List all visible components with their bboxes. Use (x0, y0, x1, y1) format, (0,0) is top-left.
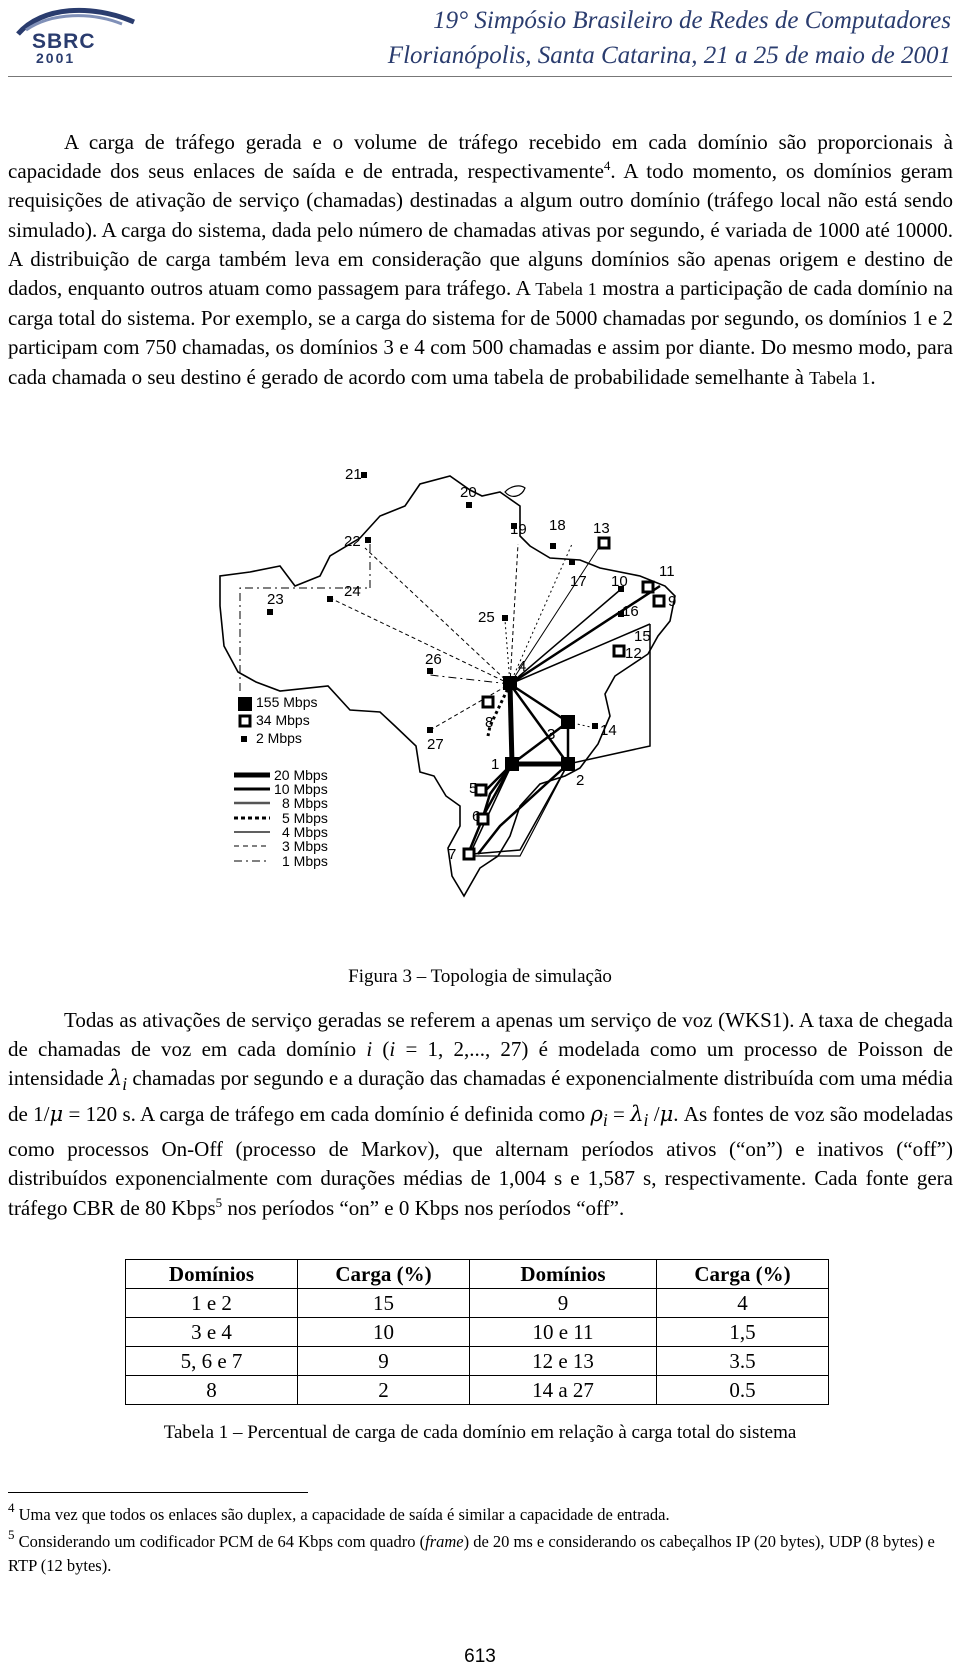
load-table (125, 1259, 829, 1405)
legend-8: 8 Mbps (282, 795, 328, 811)
para1-text-c: mostra a participação de cada domínio na carga total do sistema. Por exemplo, se a carga do sistema for de 5000 chamadas por segundo, os domínios 1 e 2 participam com 750 chamadas, os domínios 3 e 4 com 500 chamadas e assim por diante. Do mesmo modo, para cada chamada o seu destino é gerado de acordo com uma tabela de probabilidade semelhante à (8, 276, 953, 389)
table-cell: 1 e 2 (126, 1289, 298, 1318)
svg-text:6: 6 (472, 808, 481, 825)
table-cell: 14 a 27 (470, 1376, 657, 1405)
logo-year: 2001 (36, 50, 76, 66)
svg-text:19: 19 (510, 521, 527, 538)
node-1[interactable] (505, 757, 519, 771)
para1-text-d: . (870, 364, 876, 389)
svg-text:12: 12 (625, 645, 642, 662)
var-i: i (366, 1037, 373, 1062)
svg-text:24: 24 (344, 583, 361, 600)
svg-text:23: 23 (267, 591, 284, 608)
para1-text-b: . A todo momento, os domínios geram requisições de ativação de serviço (chamadas) destinadas a algum outro domínio (tráfego local não está sendo simulado). A carga do sistema, dada pelo número de chamadas ativas por segundo, é variada de 1000 até 10000. A distribuição de carga também leva em consideração que alguns domínios são apenas origem e destino de dados, enquanto outros atuam como passagem para tráfego. A (8, 159, 953, 301)
legend-node-155 (238, 697, 252, 711)
footnote-5-text-a: Considerando um codificador PCM de 64 Kbps com quadro ( (14, 1532, 426, 1551)
footnote-ref-4[interactable]: 4 (603, 158, 611, 174)
symbol-mu: μ (49, 1101, 64, 1126)
legend-5: 5 Mbps (282, 810, 328, 826)
node-9[interactable] (654, 596, 664, 606)
node-3[interactable] (561, 715, 575, 729)
svg-text:25: 25 (478, 609, 495, 626)
legend-10: 10 Mbps (274, 781, 328, 797)
node-7[interactable] (464, 849, 474, 859)
legend-2: 2 Mbps (256, 730, 302, 746)
node-2[interactable] (561, 757, 575, 771)
table-header: Carga (%) (657, 1260, 829, 1289)
svg-text:27: 27 (427, 736, 444, 753)
symbol-rho: ρ (590, 1101, 603, 1126)
conference-line-2: Florianópolis, Santa Catarina, 21 a 25 de maio de 2001 (387, 42, 951, 69)
legend-node-2 (241, 736, 247, 742)
legend-20: 20 Mbps (274, 767, 328, 783)
footnote-divider (8, 1492, 308, 1493)
footnote-5-frame: frame (425, 1532, 464, 1551)
svg-text:26: 26 (425, 651, 442, 668)
para2-text-b: ( (372, 1037, 390, 1062)
svg-text:3: 3 (547, 726, 556, 743)
para2-text-e: = 120 s. A carga de tráfego em cada domínio é definida como (63, 1101, 591, 1126)
node-4[interactable] (503, 676, 517, 690)
table-header: Carga (%) (298, 1260, 470, 1289)
table-cell: 10 e 11 (470, 1318, 657, 1347)
table-ref-2[interactable]: Tabela 1 (809, 367, 871, 388)
footnote-5-text-b: ) de 20 ms e considerando os cabeçalhos IP (20 bytes), UDP (8 bytes) e RTP (12 bytes). (8, 1532, 935, 1575)
table-cell: 9 (298, 1347, 470, 1376)
svg-text:15: 15 (634, 628, 651, 645)
symbol-lambda-2: λ (630, 1101, 644, 1126)
table-ref-1[interactable]: Tabela 1 (535, 279, 597, 300)
figure-caption: Figura 3 – Topologia de simulação (348, 966, 612, 987)
symbol-mu-2: μ (659, 1101, 674, 1126)
footnote-5-number: 5 (8, 1527, 15, 1542)
svg-text:21: 21 (345, 466, 362, 483)
topology-figure (220, 466, 740, 946)
svg-text:8: 8 (485, 714, 494, 731)
conference-line-1: 19° Simpósio Brasileiro de Redes de Computadores (433, 7, 951, 34)
paragraph-voice-model (8, 1006, 953, 1223)
sub-i: i (122, 1074, 128, 1095)
svg-text:4: 4 (518, 658, 527, 675)
svg-text:5: 5 (469, 780, 478, 797)
table-cell: 15 (298, 1289, 470, 1318)
table-caption: Tabela 1 – Percentual de carga de cada domínio em relação à carga total do sistema (163, 1422, 797, 1443)
svg-text:13: 13 (593, 520, 610, 537)
table-cell: 9 (470, 1289, 657, 1318)
footnote-ref-5[interactable]: 5 (215, 1194, 223, 1210)
legend-1: 1 Mbps (282, 853, 328, 869)
node-11[interactable] (643, 582, 653, 592)
table-row (126, 1376, 829, 1405)
sub-i-2: i (602, 1109, 608, 1130)
legend-4: 4 Mbps (282, 824, 328, 840)
var-i-2: i (389, 1037, 396, 1062)
para2-text-f: . As fontes de voz são modeladas como processos On-Off (processo de Markov), que alternam períodos ativos (“on”) e inativos (“off”) distribuídos exponencialmente com durações médias de 1,004 s e 1,587 s, respectivamente. Cada fonte gera tráfego CBR de 80 Kbps (8, 1101, 953, 1220)
table-row (126, 1347, 829, 1376)
svg-text:14: 14 (600, 722, 617, 739)
symbol-slash: / (648, 1101, 660, 1126)
symbol-lambda: λ (108, 1066, 123, 1091)
footnote-4 (8, 1500, 953, 1527)
sbrc-logo (12, 4, 142, 64)
para2-text-d: chamadas por segundo e a duração das chamadas é exponencialmente distribuída com uma média de 1/ (8, 1066, 953, 1126)
table-cell: 5, 6 e 7 (126, 1347, 298, 1376)
para2-text-g: nos períodos “on” e 0 Kbps nos períodos “off”. (222, 1195, 625, 1220)
table-cell: 3 e 4 (126, 1318, 298, 1347)
table-header-row (126, 1260, 829, 1289)
header-divider (8, 76, 952, 77)
conference-title (388, 3, 951, 73)
legend-155: 155 Mbps (256, 694, 318, 710)
node-5[interactable] (476, 785, 486, 795)
svg-text:2: 2 (576, 772, 585, 789)
legend-node-34 (240, 716, 250, 726)
footnote-4-text: Uma vez que todos os enlaces são duplex, a capacidade de saída é similar a capacidade de entrada. (14, 1505, 670, 1524)
page-number: 613 (464, 1646, 496, 1667)
svg-text:17: 17 (570, 573, 587, 590)
footnote-4-number: 4 (8, 1500, 15, 1515)
table-cell: 12 e 13 (470, 1347, 657, 1376)
sub-i-3: i (643, 1109, 649, 1130)
table-cell: 4 (657, 1289, 829, 1318)
table-cell: 2 (298, 1376, 470, 1405)
table-header: Domínios (126, 1260, 298, 1289)
node-labels (267, 466, 676, 863)
para1-text-a: A carga de tráfego gerada e o volume de tráfego recebido em cada domínio são proporcionais à capacidade dos seus enlaces de saída e de entrada, respectivamente (8, 130, 953, 184)
para2-text-c: = 1, 2,..., 27) é modelada como um processo de Poisson de intensidade (8, 1037, 953, 1091)
footnote-5 (8, 1527, 953, 1578)
svg-text:7: 7 (448, 846, 457, 863)
table-row (126, 1318, 829, 1347)
table-row (126, 1289, 829, 1318)
page-header (0, 0, 960, 80)
svg-text:22: 22 (344, 533, 361, 550)
svg-text:16: 16 (622, 603, 639, 620)
paragraph-load-distribution (8, 128, 953, 393)
para2-text-a: Todas as ativações de serviço geradas se referem a apenas um serviço de voz (WKS1). A taxa de chegada de chamadas de voz em cada domínio (8, 1008, 953, 1062)
node-12[interactable] (614, 646, 624, 656)
legend-3: 3 Mbps (282, 838, 328, 854)
node-8[interactable] (483, 697, 493, 707)
table-cell: 3.5 (657, 1347, 829, 1376)
svg-text:11: 11 (659, 563, 675, 580)
symbol-equals: = (607, 1101, 631, 1126)
table-cell: 8 (126, 1376, 298, 1405)
table-header: Domínios (470, 1260, 657, 1289)
table-cell: 1,5 (657, 1318, 829, 1347)
svg-text:20: 20 (460, 484, 477, 501)
svg-text:10: 10 (611, 573, 628, 590)
svg-text:1: 1 (491, 756, 500, 773)
node-13[interactable] (599, 538, 609, 548)
table-cell: 0.5 (657, 1376, 829, 1405)
svg-text:18: 18 (549, 517, 566, 534)
table-cell: 10 (298, 1318, 470, 1347)
legend-34: 34 Mbps (256, 712, 310, 728)
logo-text: SBRC (32, 30, 96, 53)
svg-text:9: 9 (668, 593, 677, 610)
